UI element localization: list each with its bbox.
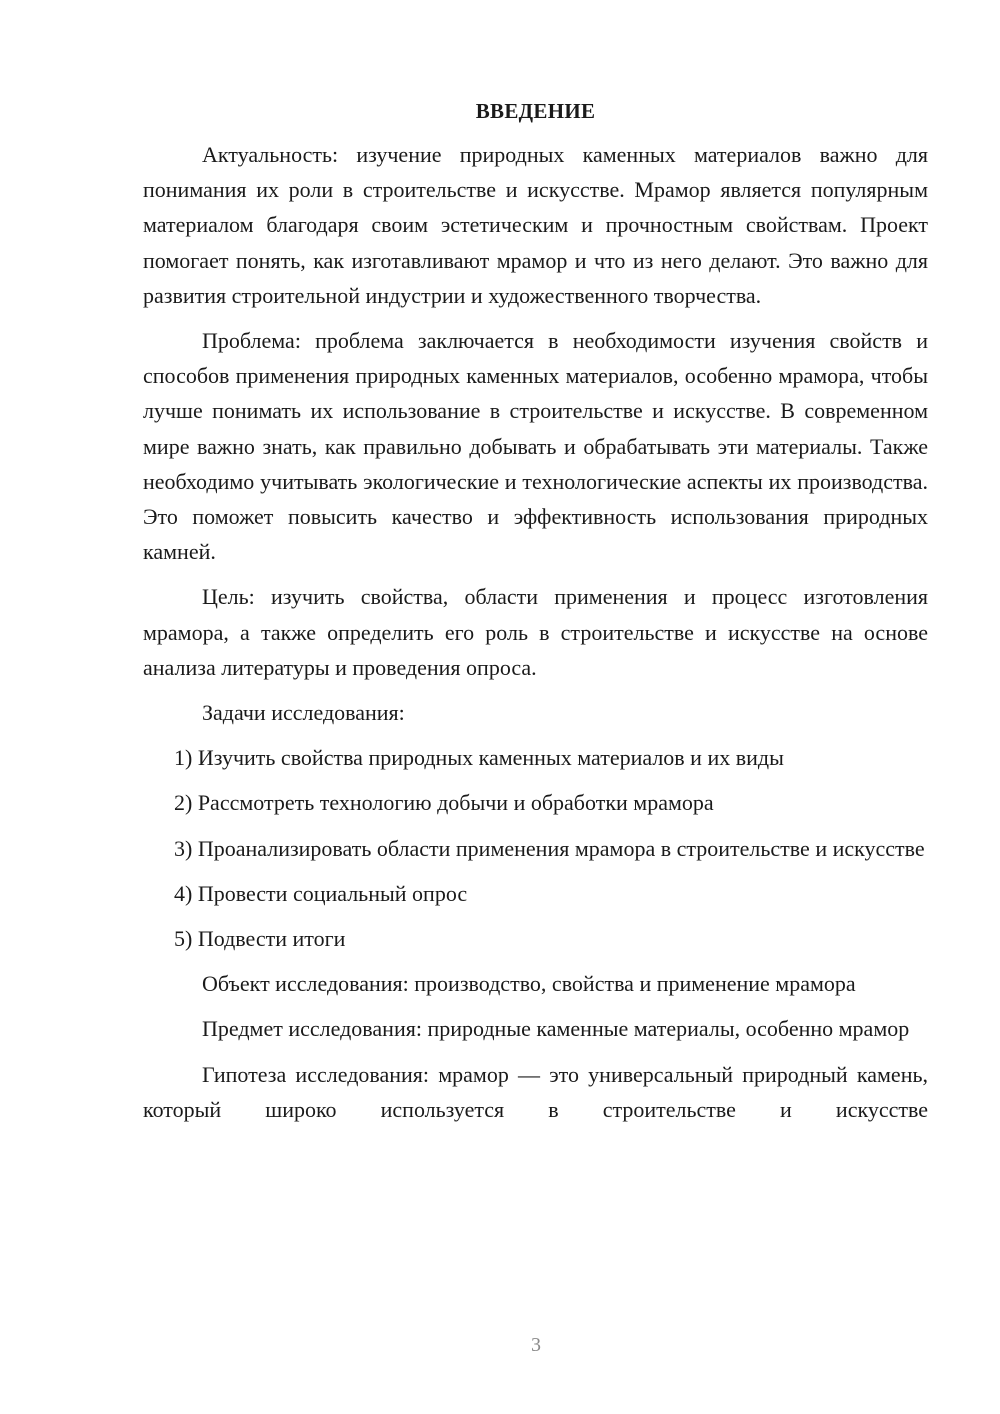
task-item-5: 5) Подвести итоги [174,926,346,952]
problem-paragraph: Проблема: проблема заключается в необходимости изучения свойств и способов применения природных каменных материалов, особенно мрамора, чтобы лучше понимать их использование в строительстве и искусстве. В современном мире важно знать, как правильно добывать и обрабатывать эти материалы. Также необходимо учитывать экологические и технологические аспекты их производства. Это поможет повысить качество и эффективность использования природных камней. [143,328,928,565]
page-number: 3 [531,1334,541,1356]
goal-paragraph: Цель: изучить свойства, области применения и процесс изготовления мрамора, а также определить его роль в строительстве и искусстве на основе анализа литературы и проведения опроса. [143,584,928,680]
section-heading: ВВЕДЕНИЕ [475,99,596,123]
task-item-3: 3) Проанализировать области применения мрамора в строительстве и искусстве [174,835,925,861]
task-item-1: 1) Изучить свойства природных каменных материалов и их виды [174,745,784,771]
tasks-heading: Задачи исследования: [202,700,405,726]
subject-paragraph: Предмет исследования: природные каменные материалы, особенно мрамор [202,1016,910,1042]
object-paragraph: Объект исследования: производство, свойства и применение мрамора [202,971,856,997]
hypothesis-paragraph: Гипотеза исследования: мрамор — это универсальный природный камень, который широко используется в строительстве и искусстве [143,1061,928,1122]
relevance-paragraph: Актуальность: изучение природных каменных материалов важно для понимания их роли в строительстве и искусстве. Мрамор является популярным материалом благодаря своим эстетическим и прочностным свойствам. Проект помогает понять, как изготавливают мрамор и что из него делают. Это важно для развития строительной индустрии и художественного творчества. [143,142,928,308]
task-item-2: 2) Рассмотреть технологию добычи и обработки мрамора [174,790,714,816]
task-item-4: 4) Провести социальный опрос [174,880,468,906]
page-content [143,96,928,1127]
